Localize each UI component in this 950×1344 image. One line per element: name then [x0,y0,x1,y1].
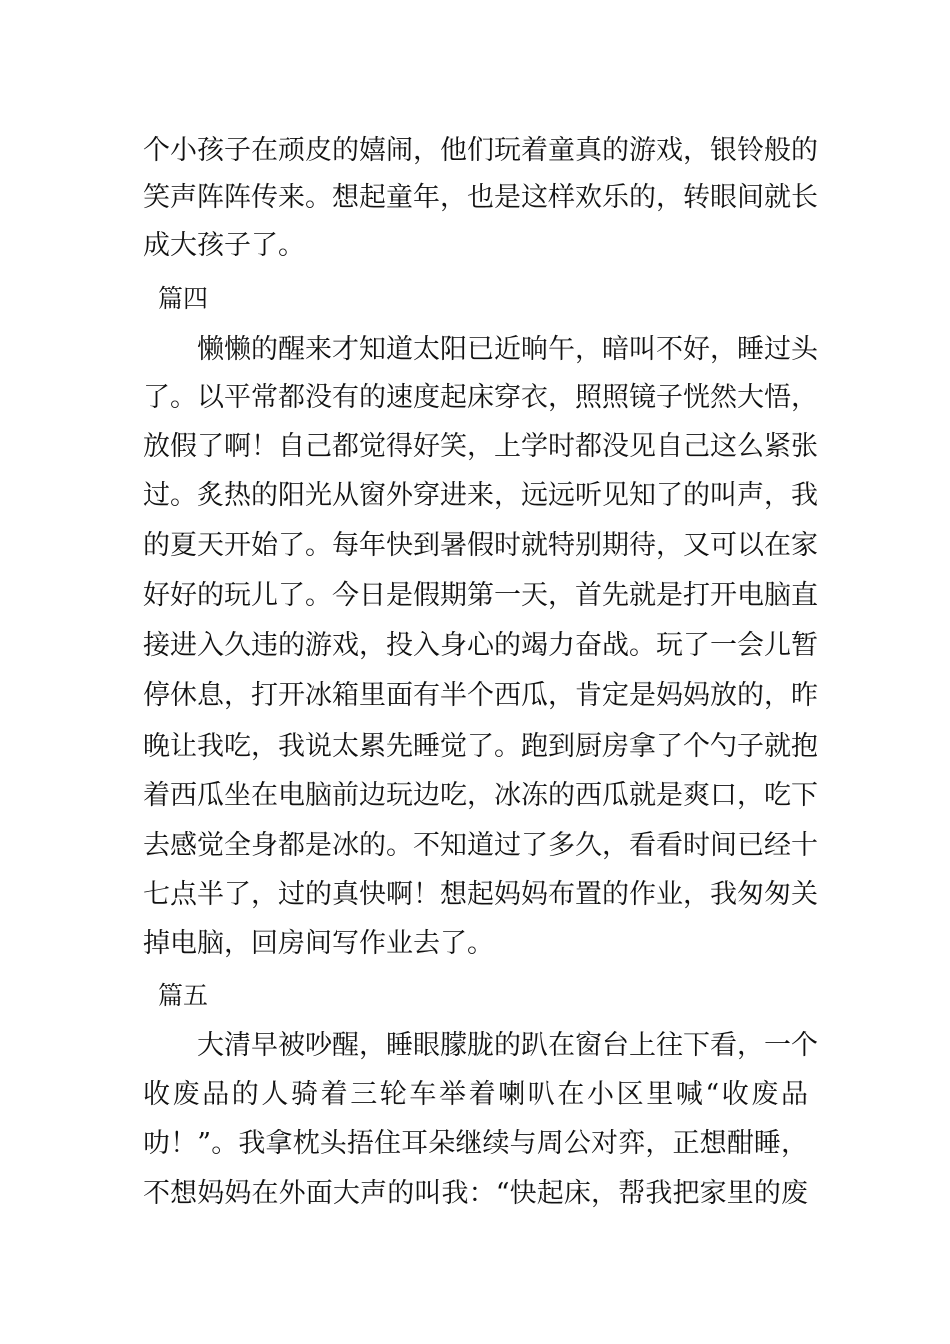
text-line: 停休息，打开冰箱里面有半个西瓜，肯定是妈妈放的，昨 [143,680,818,711]
text-line: 个小孩子在顽皮的嬉闹，他们玩着童真的游戏，银铃般的 [143,135,818,166]
text-line: 过。炙热的阳光从窗外穿进来，远远听见知了的叫声，我 [143,480,818,511]
text-line: 七点半了，过的真快啊！想起妈妈布置的作业，我匆匆关 [143,879,818,910]
section-heading: 篇四 [158,284,209,313]
text-line: 放假了啊！自己都觉得好笑，上学时都没见自己这么紧张 [143,431,818,462]
text-line: 好好的玩儿了。今日是假期第一天，首先就是打开电脑直 [143,580,818,611]
text-line: 着西瓜坐在电脑前边玩边吃，冰冻的西瓜就是爽口，吃下 [143,780,818,811]
text-line: 收废品的人骑着三轮车举着喇叭在小区里喊“收废品 [143,1079,808,1110]
section-heading: 篇五 [158,981,209,1010]
text-line: 掉电脑，回房间写作业去了。 [143,928,494,959]
text-line: 的夏天开始了。每年快到暑假时就特别期待，又可以在家 [143,530,818,561]
text-line: 接进入久违的游戏，投入身心的竭力奋战。玩了一会儿暂 [143,630,818,661]
text-line: 了。以平常都没有的速度起床穿衣，照照镜子恍然大悟， [143,382,818,413]
text-line: 不想妈妈在外面大声的叫我：“快起床，帮我把家里的废 [143,1178,808,1209]
text-line: 懒懒的醒来才知道太阳已近晌午，暗叫不好，睡过头 [143,334,818,365]
text-line: 笑声阵阵传来。想起童年，也是这样欢乐的，转眼间就长 [143,182,818,213]
text-line: 叻！”。我拿枕头捂住耳朵继续与周公对弈，正想酣睡， [143,1128,808,1159]
text-line: 去感觉全身都是冰的。不知道过了多久，看看时间已经十 [143,830,818,861]
text-line: 成大孩子了。 [143,230,305,261]
text-line: 大清早被吵醒，睡眼朦胧的趴在窗台上往下看，一个 [143,1030,818,1061]
text-line: 晚让我吃，我说太累先睡觉了。跑到厨房拿了个勺子就抱 [143,731,818,762]
